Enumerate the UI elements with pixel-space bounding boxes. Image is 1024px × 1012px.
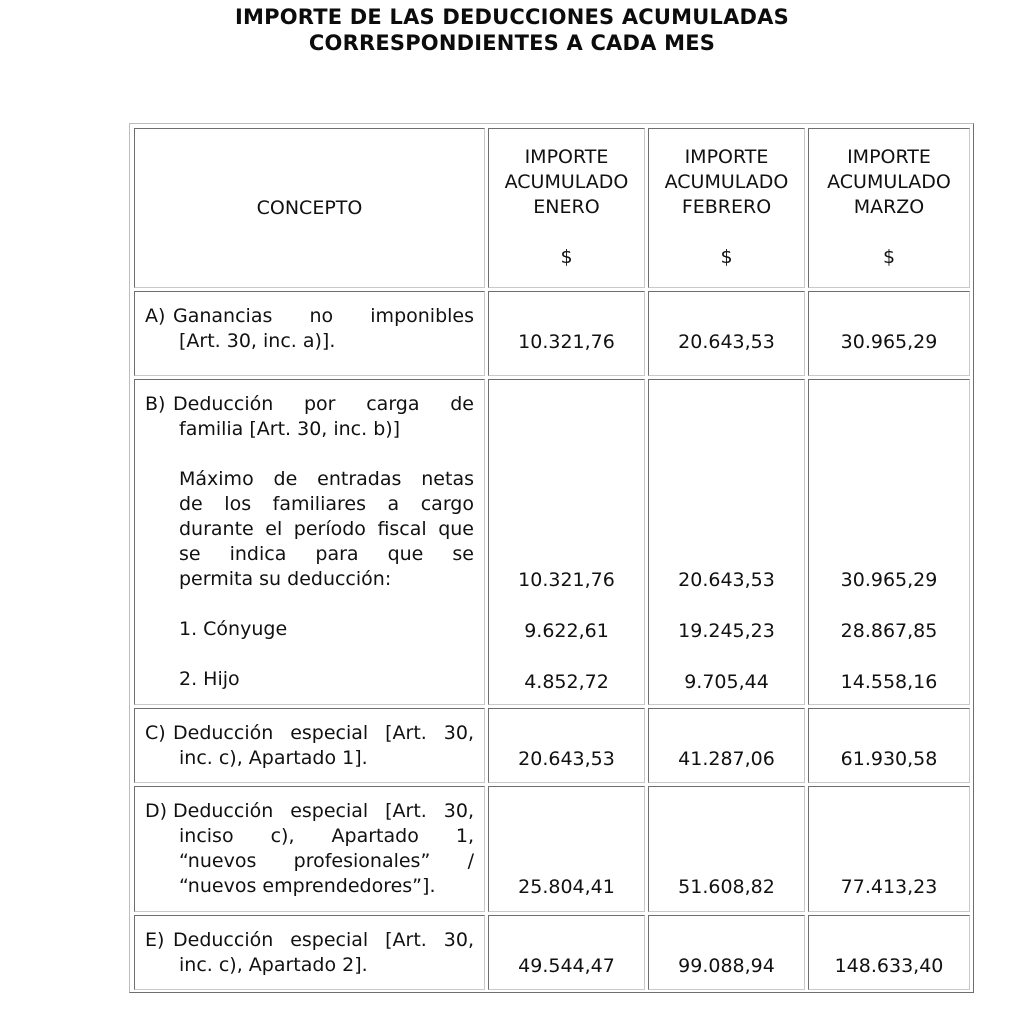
row-e-enero: 49.544,47 (488, 915, 645, 990)
row-e-marzo: 148.633,40 (808, 915, 970, 990)
row-e-concept: E) Deducción especial [Art. 30, inc. c), Apartado 2]. (134, 915, 485, 990)
row-d-concept: D) Deducción especial [Art. 30, inciso c), Apartado 1, “nuevos profesionales” / “nuevos emprendedores”]. (134, 786, 485, 912)
row-e-febrero: 99.088,94 (648, 915, 805, 990)
row-d-marzo: 77.413,23 (808, 786, 970, 912)
currency-symbol: $ (882, 246, 896, 268)
header-febrero: IMPORTE ACUMULADO FEBRERO $ (648, 128, 805, 288)
row-b-concept: B) Deducción por carga de familia [Art. 30, inc. b)] Máximo de entradas netas de los familiares a cargo durante el período fiscal que se indica para que se permita su deducción: 1. Cónyuge 2. Hijo (134, 379, 485, 705)
row-c-concept: C) Deducción especial [Art. 30, inc. c), Apartado 1]. (134, 708, 485, 783)
row-a-concept: A) Ganancias no imponibles [Art. 30, inc. a)]. (134, 291, 485, 376)
page-title (0, 4, 1024, 56)
row-a-enero: 10.321,76 (488, 291, 645, 376)
header-enero: IMPORTE ACUMULADO ENERO $ (488, 128, 645, 288)
sub-item-hijo: 2. Hijo (179, 668, 240, 690)
row-c-febrero: 41.287,06 (648, 708, 805, 783)
currency-symbol: $ (720, 246, 733, 268)
row-a-febrero: 20.643,53 (648, 291, 805, 376)
row-b-febrero: 20.643,53 19.245,23 9.705,44 (648, 379, 805, 705)
row-b-enero: 10.321,76 9.622,61 4.852,72 (488, 379, 645, 705)
row-d-febrero: 51.608,82 (648, 786, 805, 912)
row-c-enero: 20.643,53 (488, 708, 645, 783)
row-c-marzo: 61.930,58 (808, 708, 970, 783)
currency-symbol: $ (560, 246, 573, 268)
row-d-enero: 25.804,41 (488, 786, 645, 912)
header-concepto: CONCEPTO (134, 128, 485, 288)
title-line-2: CORRESPONDIENTES A CADA MES (308, 31, 716, 55)
row-a-marzo: 30.965,29 (808, 291, 970, 376)
row-b-marzo: 30.965,29 28.867,85 14.558,16 (808, 379, 970, 705)
title-line-1: IMPORTE DE LAS DEDUCCIONES ACUMULADAS (235, 5, 789, 29)
header-marzo: IMPORTE ACUMULADO MARZO $ (808, 128, 970, 288)
sub-item-conyuge: 1. Cónyuge (179, 618, 288, 640)
